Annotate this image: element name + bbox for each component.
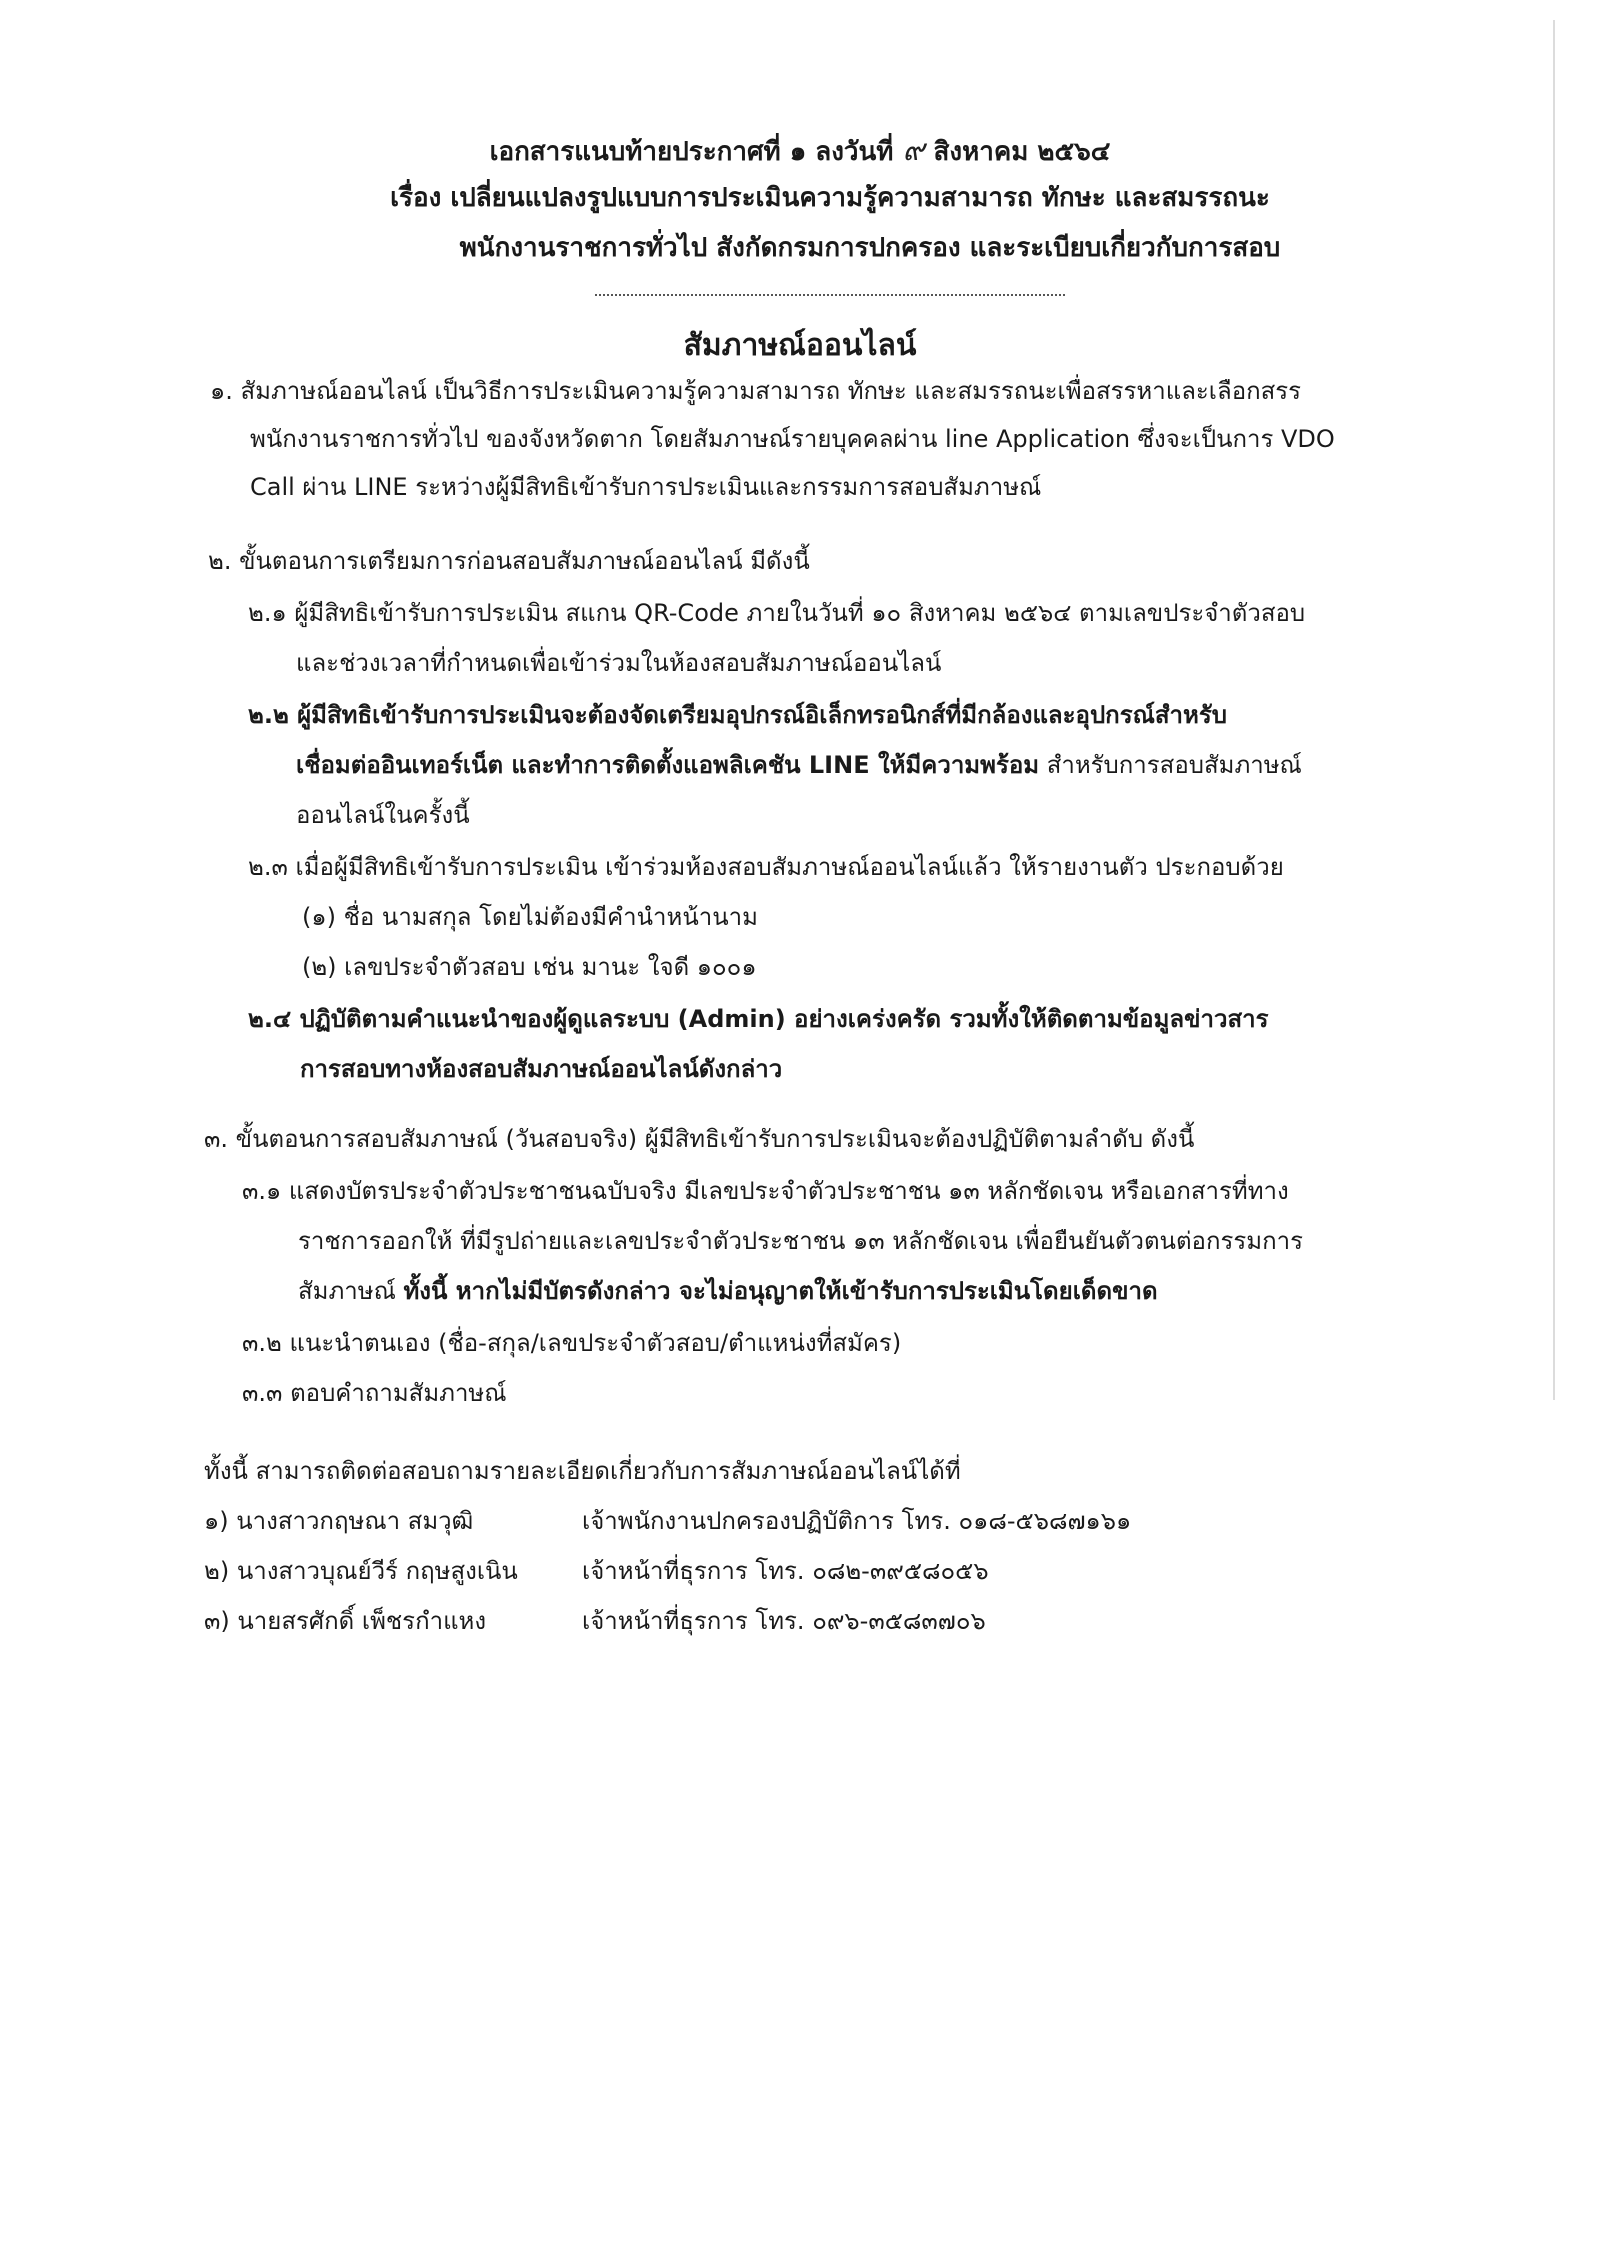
section2-item2-bold: เชื่อมต่ออินเทอร์เน็ต และทำการติดตั้งแอพลิเคชัน LINE ให้มีความพร้อม bbox=[296, 751, 1040, 779]
section3-item2: ๓.๒ แนะนำตนเอง (ชื่อ-สกุล/เลขประจำตัวสอบ/ตำแหน่งที่สมัคร) bbox=[242, 1329, 902, 1357]
contact-name-1: ๑) นางสาวกฤษณา สมวุฒิ bbox=[204, 1507, 474, 1535]
header-subject-line: เรื่อง เปลี่ยนแปลงรูปแบบการประเมินความรู้ความสามารถ ทักษะ และสมรรถนะ bbox=[390, 183, 1270, 213]
section1-line1: ๑. สัมภาษณ์ออนไลน์ เป็นวิธีการประเมินความรู้ความสามารถ ทักษะ และสมรรถนะเพื่อสรรหาและเลือกสรร bbox=[210, 377, 1302, 405]
contact-role-2: เจ้าหน้าที่ธุรการ โทร. ๐๘๒-๓๙๕๘๐๕๖ bbox=[582, 1557, 989, 1585]
section2-item2-line3: ออนไลน์ในครั้งนี้ bbox=[296, 801, 470, 829]
header-date-text: สิงหาคม ๒๕๖๔ bbox=[933, 137, 1111, 167]
handwritten-day: ๙ bbox=[902, 133, 925, 168]
section2-item3-sub2: (๒) เลขประจำตัวสอบ เช่น มานะ ใจดี ๑๐๐๑ bbox=[302, 953, 757, 981]
section2-item4-line2: การสอบทางห้องสอบสัมภาษณ์ออนไลน์ดังกล่าว bbox=[300, 1055, 783, 1083]
section1-line3: Call ผ่าน LINE ระหว่างผู้มีสิทธิเข้ารับการประเมินและกรรมการสอบสัมภาษณ์ bbox=[250, 473, 1042, 501]
contact-name-3: ๓) นายสรศักดิ์ เพ็ชรกำแหง bbox=[204, 1607, 487, 1635]
section2-item4-line1: ๒.๔ ปฏิบัติตามคำแนะนำของผู้ดูแลระบบ (Admin) อย่างเคร่งครัด รวมทั้งให้ติดตามข้อมูลข่าวสาร bbox=[248, 1005, 1269, 1033]
section2-item1-line1: ๒.๑ ผู้มีสิทธิเข้ารับการประเมิน สแกน QR-Code ภายในวันที่ ๑๐ สิงหาคม ๒๕๖๔ ตามเลขประจำตัวสอบ bbox=[248, 599, 1306, 627]
section3-item1-line2: ราชการออกให้ ที่มีรูปถ่ายและเลขประจำตัวประชาชน ๑๓ หลักชัดเจน เพื่อยืนยันตัวตนต่อกรรมการ bbox=[298, 1227, 1303, 1255]
section1-line2: พนักงานราชการทั่วไป ของจังหวัดตาก โดยสัมภาษณ์รายบุคคลผ่าน line Application ซึ่งจะเป็นการ VDO bbox=[250, 425, 1335, 453]
section3-item1-normal: สัมภาษณ์ bbox=[298, 1277, 404, 1305]
section3-item3: ๓.๓ ตอบคำถามสัมภาษณ์ bbox=[242, 1379, 507, 1407]
section3-heading: ๓. ขั้นตอนการสอบสัมภาษณ์ (วันสอบจริง) ผู้มีสิทธิเข้ารับการประเมินจะต้องปฏิบัติตามลำดับ ดังนี้ bbox=[204, 1125, 1195, 1153]
section2-heading: ๒. ขั้นตอนการเตรียมการก่อนสอบสัมภาษณ์ออนไลน์ มีดังนี้ bbox=[208, 547, 810, 575]
contact-role-1: เจ้าพนักงานปกครองปฏิบัติการ โทร. ๐๑๘-๕๖๘๗๑๖๑ bbox=[582, 1507, 1132, 1535]
contacts-intro: ทั้งนี้ สามารถติดต่อสอบถามรายละเอียดเกี่ยวกับการสัมภาษณ์ออนไลน์ได้ที่ bbox=[204, 1457, 961, 1485]
section3-item1-line1: ๓.๑ แสดงบัตรประจำตัวประชาชนฉบับจริง มีเลขประจำตัวประชาชน ๑๓ หลักชัดเจน หรือเอกสารที่ทาง bbox=[242, 1177, 1289, 1205]
contact-role-3: เจ้าหน้าที่ธุรการ โทร. ๐๙๖-๓๕๘๓๗๐๖ bbox=[582, 1607, 986, 1635]
contact-name-2: ๒) นางสาวบุณย์วีร์ กฤษสูงเนิน bbox=[204, 1557, 518, 1585]
section2-item2-normal: สำหรับการสอบสัมภาษณ์ bbox=[1039, 751, 1302, 779]
header-line-1 bbox=[0, 127, 1600, 174]
section3-item1-bold: ทั้งนี้ หากไม่มีบัตรดังกล่าว จะไม่อนุญาตให้เข้ารับการประเมินโดยเด็ดขาด bbox=[403, 1277, 1158, 1305]
section3-item1-line3 bbox=[298, 1276, 1158, 1306]
page-title: สัมภาษณ์ออนไลน์ bbox=[683, 328, 917, 363]
header-subject-line-2: พนักงานราชการทั่วไป สังกัดกรมการปกครอง และระเบียบเกี่ยวกับการสอบ bbox=[459, 233, 1281, 263]
header-annex-text: เอกสารแนบท้ายประกาศที่ ๑ ลงวันที่ bbox=[489, 137, 894, 167]
section2-item2-line2 bbox=[296, 750, 1302, 780]
dotted-divider bbox=[595, 294, 1065, 296]
section2-item3-sub1: (๑) ชื่อ นามสกุล โดยไม่ต้องมีคำนำหน้านาม bbox=[302, 903, 758, 931]
section2-item3-line1: ๒.๓ เมื่อผู้มีสิทธิเข้ารับการประเมิน เข้าร่วมห้องสอบสัมภาษณ์ออนไลน์แล้ว ให้รายงานตัว ประกอบด้วย bbox=[248, 853, 1284, 881]
section2-item2-line1: ๒.๒ ผู้มีสิทธิเข้ารับการประเมินจะต้องจัดเตรียมอุปกรณ์อิเล็กทรอนิกส์ที่มีกล้องและอุปกรณ์สำหรับ bbox=[248, 701, 1227, 729]
section2-item1-line2: และช่วงเวลาที่กำหนดเพื่อเข้าร่วมในห้องสอบสัมภาษณ์ออนไลน์ bbox=[296, 649, 942, 677]
